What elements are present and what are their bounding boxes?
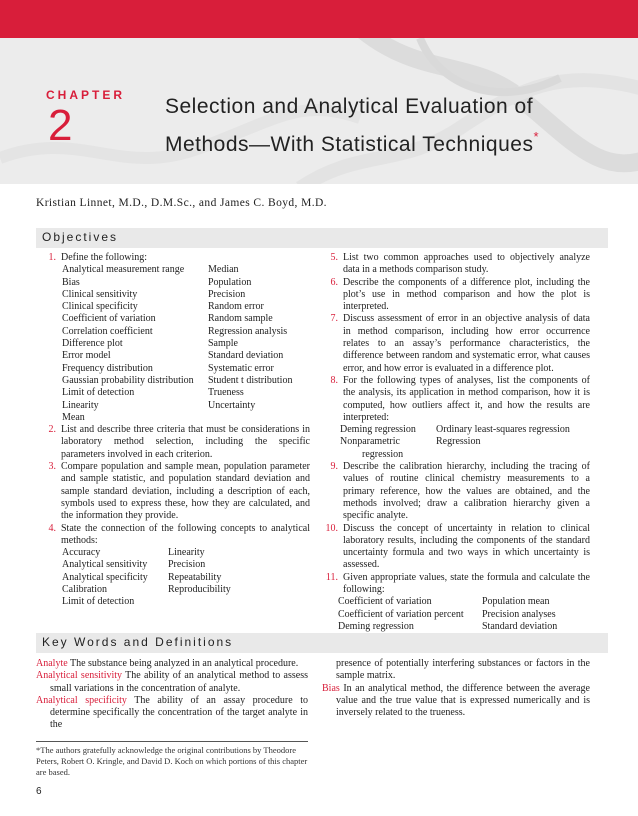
keyword-definition: The substance being analyzed in an analytical procedure.	[69, 658, 299, 669]
objective-item	[40, 523, 310, 548]
term: Regression	[436, 436, 481, 448]
keyword-definition: In an analytical method, the difference between the average value and the true value that is expressed numerically and is inversely related to the trueness.	[336, 682, 590, 719]
term: Clinical specificity	[62, 301, 138, 313]
term: Systematic error	[208, 362, 274, 374]
objective-number: 6.	[330, 276, 338, 288]
authors: Kristian Linnet, M.D., D.M.Sc., and James C. Boyd, M.D.	[36, 197, 327, 209]
term: Ordinary least-squares regression	[436, 424, 570, 436]
term: Standard deviation	[208, 350, 284, 362]
objective-text: List and describe three criteria that must be considerations in laboratory method selection, including the specific parameters involved in each criterion.	[61, 424, 310, 460]
objective-number: 4.	[48, 522, 56, 534]
footnote-marker[interactable]: *	[533, 129, 540, 144]
objective-text: Given appropriate values, state the formula and calculate the following:	[343, 571, 590, 596]
objective-text: Describe the components of a difference plot, including the plot’s use in method comparison and how the plot is interpreted.	[343, 276, 590, 313]
term: Frequency distribution	[62, 362, 153, 374]
term: Population	[208, 276, 252, 288]
objective-term-grid	[322, 424, 590, 461]
objectives-right-column	[322, 252, 590, 646]
objective-number: 5.	[330, 252, 338, 263]
term: Random sample	[208, 313, 273, 325]
term: Bias	[62, 276, 80, 288]
objective-text: Discuss assessment of error in an objective analysis of data in method comparison, including how error occurrence relates to an assay’s performance characteristics, the difference between random and systematic error, what causes error, and how error is evaluated in a difference plot.	[343, 313, 590, 374]
objective-number: 3.	[48, 461, 56, 473]
keyword-entry	[36, 670, 308, 695]
objective-number: 2.	[48, 424, 56, 436]
term: Deming regression	[340, 424, 416, 436]
term: Repeatability	[168, 571, 222, 583]
footnote: *The authors gratefully acknowledge the original contributions by Theodore Peters, Robert O. Kringle, and David D. Koch on which portions of this chapter are based.	[36, 745, 308, 777]
keyword-entry	[36, 695, 308, 732]
objective-number: 1.	[48, 252, 56, 263]
term: Limit of detection	[62, 596, 135, 608]
term: Clinical sensitivity	[62, 288, 138, 300]
objective-item	[322, 375, 590, 424]
term: Analytical measurement range	[62, 264, 185, 276]
objectives-section-bar	[36, 228, 608, 248]
objective-text: For the following types of analyses, list the components of the analysis, its application in method comparison, how it is computed, how outliers affect it, and how the results are interpreted:	[343, 374, 590, 423]
objective-text: Discuss the concept of uncertainty in relation to clinical laboratory results, including the components of the standard uncertainty formula and two ways in which uncertainty is assessed.	[343, 522, 590, 571]
term: Limit of detection	[62, 387, 135, 399]
term: Population mean	[482, 596, 550, 608]
term: Analytical specificity	[62, 571, 148, 583]
objective-number: 10.	[325, 522, 338, 534]
term: Precision analyses	[482, 608, 556, 620]
keywords-section-bar	[36, 633, 608, 653]
term: Student t distribution	[208, 374, 293, 386]
keyword-entry	[36, 658, 308, 670]
term: Regression analysis	[208, 325, 288, 337]
term: Linearity	[62, 399, 99, 411]
term: Difference plot	[62, 338, 123, 350]
term: Gaussian probability distribution	[62, 374, 194, 386]
chapter-title-line-2	[165, 122, 539, 160]
term: Standard deviation	[482, 620, 558, 632]
objective-item	[322, 277, 590, 314]
objective-number: 11.	[325, 571, 338, 583]
objective-item	[322, 461, 590, 522]
objectives-heading: Objectives	[42, 230, 119, 244]
objective-text: State the connection of the following concepts to analytical methods:	[61, 522, 310, 546]
term	[436, 449, 596, 461]
term	[208, 412, 308, 424]
objective-number: 8.	[330, 374, 338, 386]
keyword-term: Analytical specificity	[36, 694, 127, 706]
keywords-right-column	[322, 658, 590, 719]
term	[168, 596, 288, 608]
chapter-number: 2	[48, 101, 73, 150]
objective-text: Describe the calibration hierarchy, including the tracing of values of routine clinical chemistry measurements to a primary reference, how the values are obtained, and the methods involved; draw a calibration hierarchy given a specific analyte.	[343, 461, 590, 522]
objective-text: Define the following:	[61, 252, 148, 263]
page-number: 6	[36, 786, 42, 797]
term: Calibration	[62, 584, 107, 596]
term: Sample	[208, 338, 238, 350]
term: Coefficient of variation	[338, 596, 432, 608]
term: Median	[208, 264, 239, 276]
term: Linearity	[168, 547, 205, 559]
keyword-term: Bias	[322, 682, 340, 694]
objective-number: 7.	[330, 313, 338, 325]
objective-item	[322, 523, 590, 572]
term: Coefficient of variation	[62, 313, 156, 325]
term: Precision	[168, 559, 206, 571]
term: Accuracy	[62, 547, 101, 559]
term: Nonparametric	[340, 436, 400, 448]
keyword-definition: The ability of an assay procedure to determine specifically the concentration of the target analyte in the	[50, 694, 308, 731]
chapter-header	[0, 38, 638, 184]
chapter-label: CHAPTER	[46, 88, 126, 102]
objective-term-grid	[40, 264, 310, 424]
chapter-title-line-2-text: Methods—With Statistical Techniques	[165, 133, 534, 156]
objective-text: Compare population and sample mean, population parameter and sample statistic, and population standard deviation and sample standard deviation, including a description of each, symbols used to express these, how they are calculated, and the information they provide.	[61, 461, 310, 522]
objective-item	[322, 572, 590, 597]
chapter-title	[165, 92, 539, 160]
objective-item	[322, 252, 590, 277]
objectives-left-column	[40, 252, 310, 609]
term: Correlation coefficient	[62, 325, 153, 337]
term: Coefficient of variation percent	[338, 608, 464, 620]
keywords-heading: Key Words and Definitions	[42, 635, 234, 649]
keywords-left-column	[36, 658, 308, 732]
objective-text: List two common approaches used to objectively analyze data in a methods comparison study.	[343, 252, 590, 276]
term: Uncertainty	[208, 399, 256, 411]
objective-item	[322, 313, 590, 374]
keyword-term: Analytical sensitivity	[36, 670, 123, 682]
objective-item	[40, 424, 310, 461]
objective-number: 9.	[330, 461, 338, 473]
objective-item	[40, 252, 310, 264]
top-color-band	[0, 0, 638, 38]
term: Error model	[62, 350, 111, 362]
keyword-definition-continuation: presence of potentially interfering substances or factors in the sample matrix.	[336, 658, 590, 682]
objective-item	[40, 461, 310, 522]
term: Precision	[208, 288, 246, 300]
term: Random error	[208, 301, 264, 313]
keyword-definition: The ability of an analytical method to assess small variations in the concentration of analyte.	[50, 670, 308, 694]
chapter-title-line-1: Selection and Analytical Evaluation of	[165, 95, 534, 118]
term: Reproducibility	[168, 584, 231, 596]
footnote-divider	[36, 741, 308, 742]
term: Mean	[62, 411, 85, 423]
term: Deming regression	[338, 620, 414, 632]
term: Analytical sensitivity	[62, 559, 148, 571]
keyword-entry	[322, 683, 590, 720]
term: regression	[362, 448, 404, 460]
objective-term-grid	[40, 547, 310, 608]
keyword-term: Analyte	[36, 658, 68, 669]
term: Trueness	[208, 387, 244, 399]
